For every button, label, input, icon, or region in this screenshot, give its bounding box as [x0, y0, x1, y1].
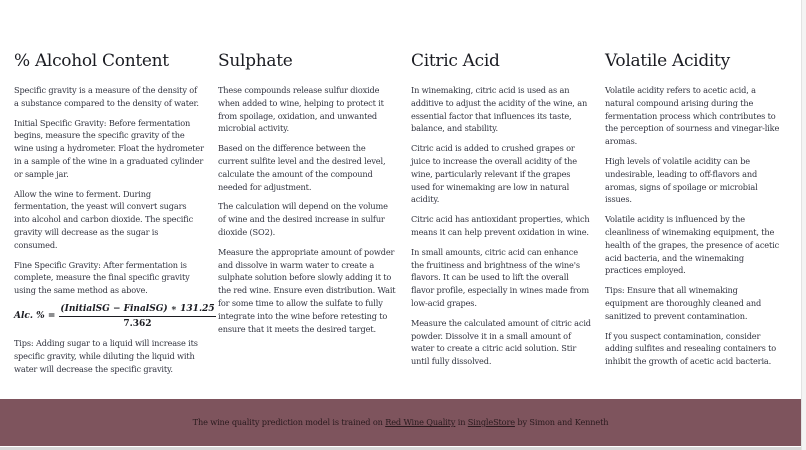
paragraph: Citric acid is added to crushed grapes or juice to increase the overall acidity of the wine, particularly relevant if the grapes used for winemaking are low in natural acidity.	[411, 143, 577, 205]
formula-fraction	[59, 304, 215, 329]
section-title: % Alcohol Content	[14, 51, 169, 71]
section-title: Volatile Acidity	[604, 51, 730, 71]
section-volatile-acidity	[605, 50, 794, 382]
paragraph: Allow the wine to ferment. During fermentation, the yeast will convert sugars into alcohol and carbon dioxide. The specific gravity will decrease as the sugar is consumed.	[14, 188, 194, 250]
paragraph: Volatile acidity is influenced by the cleanliness of winemaking equipment, the health of the grapes, the presence of acetic acid bacteria, and the winemaking practices employed.	[604, 214, 780, 276]
alcohol-formula	[14, 303, 215, 329]
paragraph: High levels of volatile acidity can be undesirable, leading to off-flavors and aromas, signs of spoilage or microbial issues.	[604, 155, 758, 205]
paragraph: In small amounts, citric acid can enhance the fruitiness and brightness of the wine's flavors. It can be used to lift the overall flavor profile, especially in wines made from low-acid grapes.	[411, 246, 589, 308]
paragraph: Citric acid has antioxidant properties, which means it can help prevent oxidation in wine.	[411, 214, 590, 237]
footer-suffix: by Simon and Kenneth	[514, 417, 609, 428]
paragraph: Fine Specific Gravity: After fermentation is complete, measure the final specific gravity using the same method as above.	[14, 259, 190, 296]
footer-text	[193, 416, 609, 429]
paragraph: Initial Specific Gravity: Before fermentation begins, measure the specific gravity of the wine using a hydrometer. Float the hydrometer in a sample of the wine in a graduated cylinder or sample jar.	[14, 117, 204, 179]
formula-numerator: (InitialSG − FinalSG) ∗ 131.25	[59, 304, 215, 317]
section-title: Citric Acid	[411, 51, 500, 71]
formula-lhs: Alc. % =	[14, 311, 56, 322]
footer-prefix: The wine quality prediction model is trained on	[192, 417, 386, 428]
paragraph: If you suspect contamination, consider adding sulfites and resealing containers to inhibit the growth of acetic acid bacteria.	[604, 330, 776, 367]
paragraph: Measure the calculated amount of citric acid powder. Dissolve it in a small amount of water to create a citric acid solution. Stir until fully dissolved.	[411, 317, 591, 367]
red-wine-quality-link[interactable]: Red Wine Quality	[385, 417, 456, 428]
paragraph: Tips: Ensure that all winemaking equipment are thoroughly cleaned and sanitized to prevent contamination.	[604, 285, 762, 321]
paragraph: Volatile acidity refers to acetic acid, a natural compound arising during the fermentation process which contributes to the perception of sourness and vinegar-like aromas.	[604, 85, 780, 147]
footer	[0, 399, 801, 446]
paragraph: Measure the appropriate amount of powder and dissolve in warm water to create a sulphate solution before slowly adding it to the red wine. Ensure even distribution. Wait for some time to allow the sulfate to fully integrate into the wine before retesting to ensure that it meets the desired target.	[218, 246, 396, 334]
formula-denominator: 7.362	[123, 318, 152, 329]
vertical-scrollbar[interactable]	[801, 0, 806, 450]
section-sulphate	[218, 50, 411, 382]
section-alcohol-content	[14, 50, 218, 382]
paragraph: The calculation will depend on the volume of wine and the desired increase in sulfur dioxide (SO2).	[218, 201, 388, 237]
paragraph: These compounds release sulfur dioxide when added to wine, helping to protect it from spoilage, oxidation, and unwanted microbial activity.	[218, 85, 384, 134]
paragraph: Based on the difference between the current sulfite level and the desired level, calculate the amount of the compound needed for adjustment.	[218, 143, 386, 192]
tips-paragraph: Tips: Adding sugar to a liquid will increase its specific gravity, while diluting the liquid with water will decrease the specific gravity.	[14, 337, 198, 374]
footer-middle: in	[455, 417, 468, 428]
section-title: Sulphate	[218, 51, 293, 71]
paragraph: Specific gravity is a measure of the density of a substance compared to the density of water.	[14, 85, 199, 108]
section-citric-acid	[411, 50, 605, 382]
singlestore-link[interactable]: SingleStore	[467, 417, 515, 428]
paragraph: In winemaking, citric acid is used as an additive to adjust the acidity of the wine, an essential factor that influences its taste, balance, and stability.	[411, 85, 588, 134]
info-columns	[14, 50, 794, 382]
